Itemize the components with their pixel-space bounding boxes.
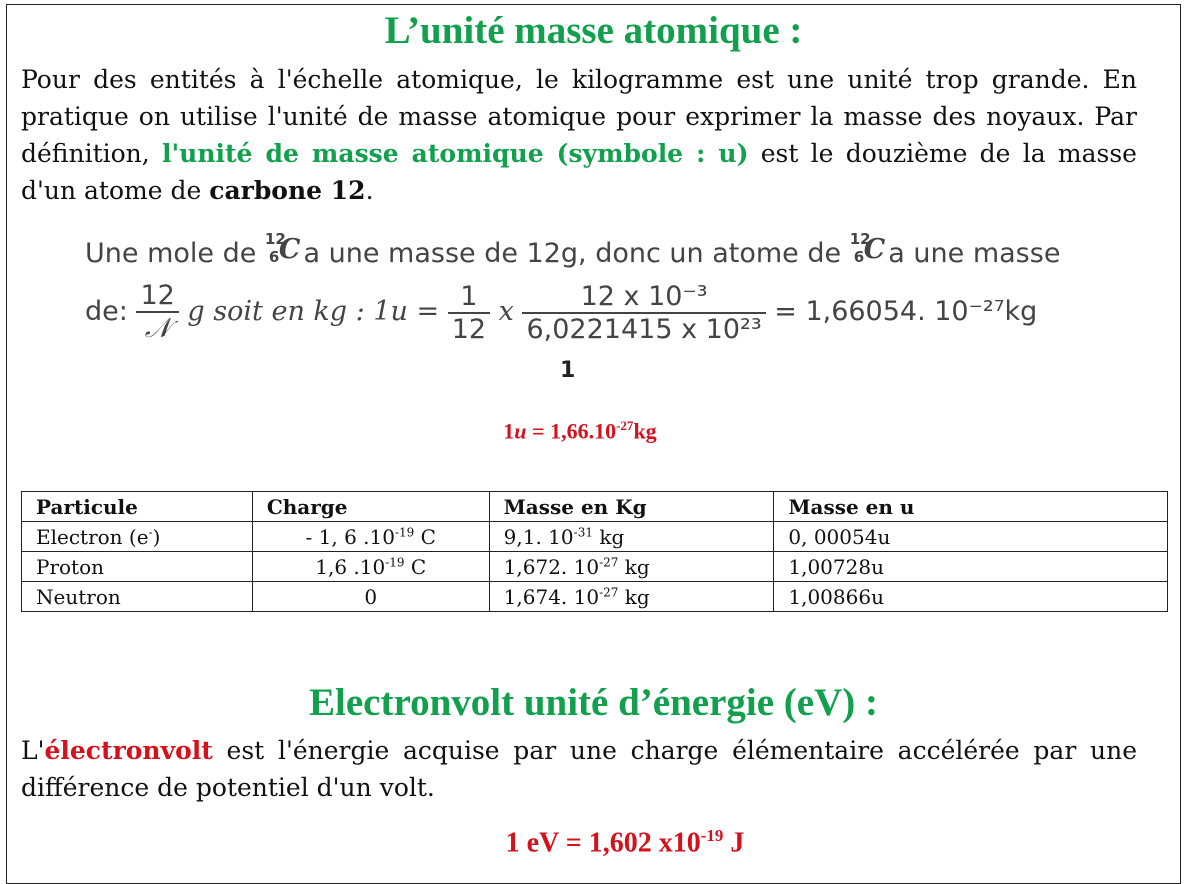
mass-u-cell: 1,00866u xyxy=(774,582,1168,612)
ev-exponent: -19 xyxy=(700,826,724,845)
electronvolt-result-equation xyxy=(0,826,1187,859)
paragraph-text: Pour des entités à l'échelle atomique, le kilogramme est une unité trop grande. En pratique on utilise l'unité de masse atomique pour exprimer la masse des noyaux. Par définition, xyxy=(21,65,1137,168)
result-exponent: -27 xyxy=(616,418,634,433)
section-title-atomic-mass-unit: L’unité masse atomique : xyxy=(384,9,803,52)
formula-text: a une masse de 12g, donc un atome de xyxy=(294,238,850,269)
result-prefix: 1 xyxy=(503,418,515,444)
fraction-numerator: 1 xyxy=(448,281,490,314)
formula-soit-text: soit en kg : 1u = xyxy=(213,296,440,327)
formula-line-1 xyxy=(85,230,1061,269)
result-equation: = 1,66.10 xyxy=(526,418,617,444)
mass-kg-value: 9,1. 10 xyxy=(503,524,574,549)
fraction-mass-over-avogadro xyxy=(522,281,765,345)
nuclide-atomic-number: 6 xyxy=(853,248,865,266)
mass-kg-cell xyxy=(489,582,774,612)
electronvolt-highlight: électronvolt xyxy=(44,736,213,765)
mass-kg-cell xyxy=(489,522,774,552)
particle-charge-sign: - xyxy=(148,524,153,539)
table-row xyxy=(22,552,1168,582)
mass-kg-value: 1,672. 10 xyxy=(503,554,600,579)
amu-highlight: l'unité de masse atomique (symbole : u) xyxy=(162,139,749,168)
fraction-denominator: 12 xyxy=(451,313,487,345)
particle-name-end: ) xyxy=(152,524,161,549)
fraction-1-over-12 xyxy=(448,281,490,345)
amu-result-equation xyxy=(0,418,1160,444)
ev-unit: J xyxy=(723,827,745,859)
formula-line-2 xyxy=(85,280,1037,360)
fraction-denominator: 𝒩 xyxy=(144,313,171,344)
mass-kg-exponent: -27 xyxy=(599,554,619,569)
nuclide-mass-number: 12 xyxy=(849,230,871,248)
charge-value: - 1, 6 .10 xyxy=(305,524,395,549)
fraction-numerator: 12 xyxy=(136,280,178,313)
particle-cell xyxy=(22,522,253,552)
section-title-electronvolt: Electronvolt unité d’énergie (eV) : xyxy=(309,681,878,724)
particle-name: Electron (e xyxy=(36,524,149,549)
mass-kg-exponent: -31 xyxy=(573,524,593,539)
charge-unit: C xyxy=(404,554,427,579)
particle-cell: Proton xyxy=(22,552,253,582)
table-row xyxy=(22,522,1168,552)
mass-kg-unit: kg xyxy=(618,584,650,609)
carbon-nuclide xyxy=(849,230,886,266)
charge-cell xyxy=(252,522,489,552)
column-header-mass-u: Masse en u xyxy=(774,492,1168,522)
charge-exponent: -19 xyxy=(394,524,415,539)
particle-cell: Neutron xyxy=(22,582,253,612)
nuclide-symbol: C xyxy=(863,234,886,265)
carbon-nuclide xyxy=(264,230,301,266)
mass-kg-unit: kg xyxy=(618,554,650,579)
fraction-numerator: 12 x 10⁻³ xyxy=(522,281,765,314)
column-header-charge: Charge xyxy=(252,492,489,522)
amu-derivation-formula xyxy=(85,230,1085,386)
paragraph-text: L' xyxy=(21,736,45,765)
charge-unit: C xyxy=(414,524,436,549)
mass-u-cell: 0, 00054u xyxy=(774,522,1168,552)
electronvolt-definition-paragraph xyxy=(21,732,1137,806)
table-header-row xyxy=(22,492,1168,522)
charge-exponent: -19 xyxy=(385,554,405,569)
charge-cell xyxy=(252,552,489,582)
atomic-mass-definition-paragraph xyxy=(21,61,1137,209)
nuclide-atomic-number: 6 xyxy=(268,248,280,266)
formula-de-label: de: xyxy=(85,296,128,327)
mass-kg-exponent: -27 xyxy=(599,584,619,599)
ev-equation: 1 eV = 1,602 x10 xyxy=(505,827,701,859)
fraction-denominator: 6,0221415 x 10²³ xyxy=(526,313,762,345)
formula-result: = 1,66054. 10⁻²⁷kg xyxy=(774,296,1038,327)
nuclide-symbol: C xyxy=(278,234,301,265)
times-sign: x xyxy=(498,296,514,327)
paragraph-text: . xyxy=(365,176,374,205)
column-header-mass-kg: Masse en Kg xyxy=(489,492,774,522)
paragraph-text: est le douzième de la masse d'un atome de xyxy=(21,139,1137,205)
particles-table xyxy=(21,491,1168,612)
carbon-12-bold: carbone 12 xyxy=(209,176,366,205)
stray-digit: 1 xyxy=(560,358,576,383)
mass-u-cell: 1,00728u xyxy=(774,552,1168,582)
result-unit: kg xyxy=(633,418,657,444)
table-row xyxy=(22,582,1168,612)
mass-kg-unit: kg xyxy=(592,524,625,549)
formula-text: a une masse xyxy=(879,238,1061,269)
mass-kg-cell xyxy=(489,552,774,582)
charge-value: 1,6 .10 xyxy=(315,554,386,579)
fraction-12-over-avogadro xyxy=(136,280,178,345)
charge-cell: 0 xyxy=(252,582,489,612)
gram-unit: g xyxy=(187,296,205,327)
formula-text: Une mole de xyxy=(85,238,265,269)
result-u-symbol: u xyxy=(514,418,527,444)
mass-kg-value: 1,674. 10 xyxy=(503,584,600,609)
nuclide-mass-number: 12 xyxy=(264,230,286,248)
paragraph-text: est l'énergie acquise par une charge élémentaire accélérée par une différence de potentiel d'un volt. xyxy=(21,736,1137,802)
column-header-particle: Particule xyxy=(22,492,253,522)
